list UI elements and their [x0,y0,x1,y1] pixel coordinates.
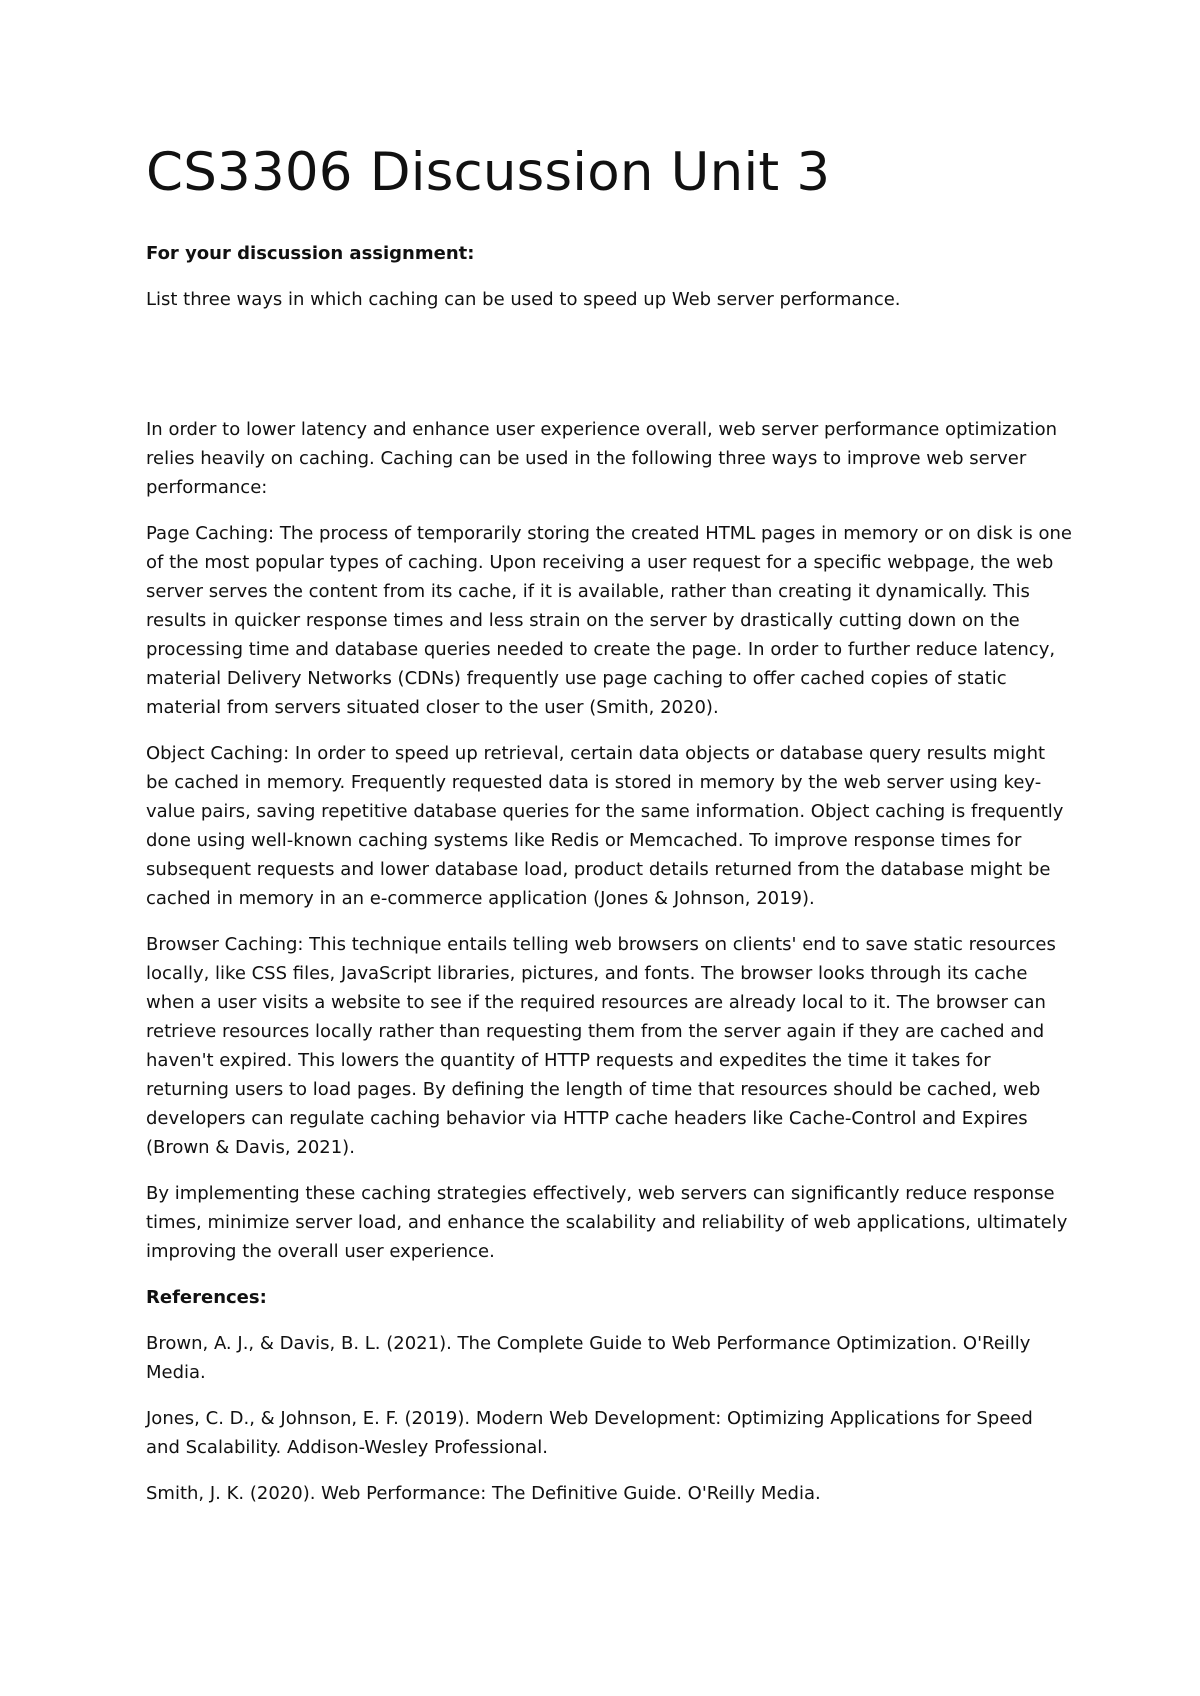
references-heading: References: [146,1287,267,1308]
browser-caching-paragraph: Browser Caching: This technique entails telling web browsers on clients' end to save static resources locally, like CSS files, JavaScript libraries, pictures, and fonts. The browser looks through its cache when a user visits a website to see if the required resources are already local to it. The browser can retrieve resources locally rather than requesting them from the server again if they are cached and haven't expired. This lowers the quantity of HTTP requests and expedites the time it takes for returning users to load pages. By defining the length of time that resources should be cached, web developers can regulate caching behavior via HTTP cache headers like Cache-Control and Expires (Brown & Davis, 2021). [146,934,1056,1158]
reference-item: Smith, J. K. (2020). Web Performance: The Definitive Guide. O'Reilly Media. [146,1483,821,1504]
document-content [146,140,1072,1525]
document-title: CS3306 Discussion Unit 3 [146,142,831,203]
reference-item: Jones, C. D., & Johnson, E. F. (2019). Modern Web Development: Optimizing Applications for Speed and Scalability. Addison-Wesley Professional. [146,1408,1033,1458]
reference-item: Brown, A. J., & Davis, B. L. (2021). The Complete Guide to Web Performance Optimization. O'Reilly Media. [146,1333,1031,1383]
page-caching-paragraph: Page Caching: The process of temporarily storing the created HTML pages in memory or on disk is one of the most popular types of caching. Upon receiving a user request for a specific webpage, the web server serves the content from its cache, if it is available, rather than creating it dynamically. This results in quicker response times and less strain on the server by drastically cutting down on the processing time and database queries needed to create the page. In order to further reduce latency, material Delivery Networks (CDNs) frequently use page caching to offer cached copies of static material from servers situated closer to the user (Smith, 2020). [146,523,1072,718]
intro-paragraph: In order to lower latency and enhance user experience overall, web server performance optimization relies heavily on caching. Caching can be used in the following three ways to improve web server performance: [146,419,1058,498]
object-caching-paragraph: Object Caching: In order to speed up retrieval, certain data objects or database query results might be cached in memory. Frequently requested data is stored in memory by the web server using key-value pairs, saving repetitive database queries for the same information. Object caching is frequently done using well-known caching systems like Redis or Memcached. To improve response times for subsequent requests and lower database load, product details returned from the database might be cached in memory in an e-commerce application (Jones & Johnson, 2019). [146,743,1064,909]
assignment-prompt: List three ways in which caching can be used to speed up Web server performance. [146,289,901,310]
assignment-heading: For your discussion assignment: [146,243,475,264]
conclusion-paragraph: By implementing these caching strategies effectively, web servers can significantly reduce response times, minimize server load, and enhance the scalability and reliability of web applications, ultimately improving the overall user experience. [146,1183,1068,1262]
